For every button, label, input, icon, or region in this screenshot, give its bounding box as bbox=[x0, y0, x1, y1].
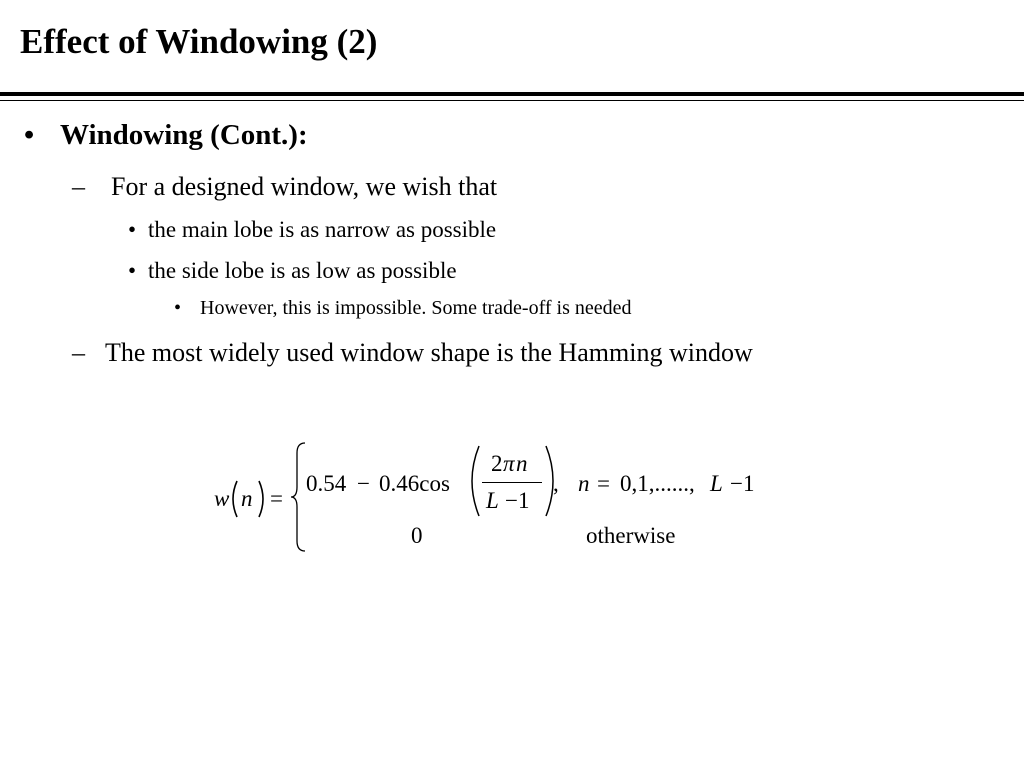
dash-marker: – bbox=[72, 338, 85, 367]
item-side-lobe: the side lobe is as low as possible bbox=[148, 258, 457, 283]
dash-marker: – bbox=[72, 172, 85, 201]
formula-cond-eq: = bbox=[597, 471, 610, 496]
bullet-marker: • bbox=[128, 217, 137, 242]
bullet-windowing-cont: Windowing (Cont.): bbox=[60, 119, 308, 151]
bullet-marker: • bbox=[128, 258, 137, 283]
formula-fraction-bar bbox=[482, 482, 542, 483]
formula-cond-n: n bbox=[578, 471, 590, 496]
formula-coeff-cos: 0.46cos bbox=[379, 471, 450, 496]
slide-title: Effect of Windowing (2) bbox=[20, 22, 378, 61]
formula-comma: , bbox=[553, 471, 559, 496]
formula-case2-otherwise: otherwise bbox=[586, 523, 676, 548]
formula-cond-L: L bbox=[710, 471, 723, 496]
formula-cond-range: 0,1,......, bbox=[620, 471, 695, 496]
subbullet-hamming-window: The most widely used window shape is the Hamming window bbox=[105, 338, 753, 367]
formula-minus: − bbox=[357, 471, 370, 496]
formula-den-minus1: −1 bbox=[505, 488, 530, 513]
formula-num-n: n bbox=[516, 451, 528, 476]
formula-num-2: 2 bbox=[491, 451, 503, 476]
formula-lhs-n: n bbox=[241, 486, 253, 511]
formula-lhs-w: w bbox=[214, 486, 230, 511]
subbullet-designed-window: For a designed window, we wish that bbox=[111, 172, 498, 201]
bullet-marker: • bbox=[174, 297, 182, 319]
formula-constant: 0.54 bbox=[306, 471, 347, 496]
formula-cond-minus1: −1 bbox=[730, 471, 755, 496]
formula-equals: = bbox=[270, 486, 283, 511]
item-main-lobe: the main lobe is as narrow as possible bbox=[148, 217, 497, 242]
note-trade-off: However, this is impossible. Some trade-off is needed bbox=[200, 297, 632, 319]
formula-num-pi: π bbox=[503, 451, 515, 476]
formula-den-L: L bbox=[486, 488, 499, 513]
bullet-marker: • bbox=[24, 119, 35, 151]
formula-case2-value: 0 bbox=[411, 523, 423, 548]
formula-brace bbox=[289, 441, 309, 553]
